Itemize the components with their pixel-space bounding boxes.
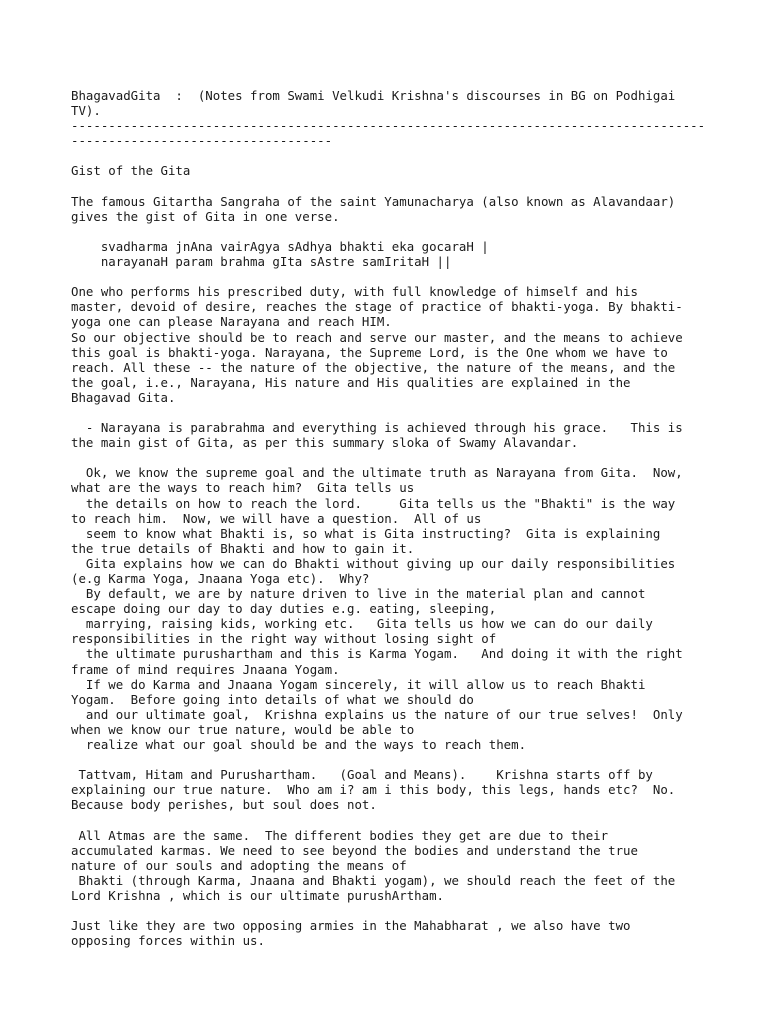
text-line: frame of mind requires Jnaana Yogam.	[71, 661, 340, 677]
text-line: the ultimate purushartham and this is Karma Yogam. And doing it with the right	[71, 646, 683, 662]
document-page	[71, 88, 706, 949]
text-line: Gist of the Gita	[71, 163, 191, 179]
text-line	[71, 405, 701, 420]
text-line: Because body perishes, but soul does not.	[71, 797, 377, 813]
text-line: By default, we are by nature driven to live in the material plan and cannot	[71, 586, 646, 602]
text-line	[71, 148, 701, 163]
text-line: - Narayana is parabrahma and everything is achieved through his grace. This is	[71, 420, 683, 436]
text-line: what are the ways to reach him? Gita tells us	[71, 480, 415, 496]
text-line: the main gist of Gita, as per this summary sloka of Swamy Alavandar.	[71, 435, 579, 451]
text-line: opposing forces within us.	[71, 933, 265, 949]
text-line: Tattvam, Hitam and Purushartham. (Goal and Means). Krishna starts off by	[71, 767, 653, 783]
text-line: Lord Krishna , which is our ultimate purushArtham.	[71, 887, 444, 903]
text-line: Ok, we know the supreme goal and the ultimate truth as Narayana from Gita. Now,	[71, 465, 683, 481]
text-line: this goal is bhakti-yoga. Narayana, the Supreme Lord, is the One whom we have to	[71, 344, 668, 360]
text-line: The famous Gitartha Sangraha of the saint Yamunacharya (also known as Alavandaar)	[71, 193, 676, 209]
text-line: Bhagavad Gita.	[71, 389, 176, 405]
text-line: Yogam. Before going into details of what we should do	[71, 691, 474, 707]
text-line: and our ultimate goal, Krishna explains us the nature of our true selves! Only	[71, 706, 683, 722]
text-line: yoga one can please Narayana and reach HIM.	[71, 314, 392, 330]
text-line: the true details of Bhakti and how to gain it.	[71, 540, 415, 556]
text-line	[71, 903, 701, 918]
text-line: All Atmas are the same. The different bodies they get are due to their	[71, 827, 609, 843]
text-line: nature of our souls and adopting the means of	[71, 857, 407, 873]
text-line	[71, 752, 701, 767]
text-line: master, devoid of desire, reaches the stage of practice of bhakti-yoga. By bhakti-	[71, 299, 683, 315]
text-line: Just like they are two opposing armies in the Mahabharat , we also have two	[71, 918, 631, 934]
text-line: (e.g Karma Yoga, Jnaana Yoga etc). Why?	[71, 571, 370, 586]
text-line: One who performs his prescribed duty, with full knowledge of himself and his	[71, 284, 638, 300]
text-line: marrying, raising kids, working etc. Gita tells us how we can do our daily	[71, 616, 653, 632]
text-line: gives the gist of Gita in one verse.	[71, 208, 340, 224]
text-line: accumulated karmas. We need to see beyond the bodies and understand the true	[71, 842, 638, 858]
text-line: Bhakti (through Karma, Jnaana and Bhakti yogam), we should reach the feet of the	[71, 872, 676, 888]
text-line: explaining our true nature. Who am i? am i this body, this legs, hands etc? No.	[71, 782, 676, 798]
text-line	[71, 269, 701, 284]
text-line: narayanaH param brahma gIta sAstre samIritaH ||	[71, 254, 452, 270]
text-line: -------------------------------------------------------------------------------------	[71, 118, 706, 134]
text-line	[71, 179, 701, 194]
text-line: Gita explains how we can do Bhakti without giving up our daily responsibilities	[71, 555, 676, 571]
text-line: to reach him. Now, we will have a question. All of us	[71, 510, 482, 526]
text-line	[71, 224, 701, 239]
text-line: responsibilities in the right way without losing sight of	[71, 631, 497, 647]
text-line: escape doing our day to day duties e.g. eating, sleeping,	[71, 601, 497, 617]
text-line: If we do Karma and Jnaana Yogam sincerely, it will allow us to reach Bhakti	[71, 676, 646, 692]
text-line: svadharma jnAna vairAgya sAdhya bhakti eka gocaraH |	[71, 238, 489, 254]
text-line: the details on how to reach the lord. Gita tells us the "Bhakti" is the way	[71, 495, 676, 511]
text-line: reach. All these -- the nature of the objective, the nature of the means, and the	[71, 359, 676, 375]
text-line: when we know our true nature, would be able to	[71, 721, 415, 737]
text-line: realize what our goal should be and the ways to reach them.	[71, 737, 527, 753]
text-line: BhagavadGita : (Notes from Swami Velkudi Krishna's discourses in BG on Podhigai	[71, 88, 676, 103]
text-line	[71, 450, 701, 465]
text-line: seem to know what Bhakti is, so what is Gita instructing? Gita is explaining	[71, 525, 661, 541]
text-line	[71, 813, 701, 828]
text-line: -----------------------------------	[71, 133, 333, 149]
text-line: TV).	[71, 103, 101, 119]
text-line: the goal, i.e., Narayana, His nature and His qualities are explained in the	[71, 374, 631, 390]
text-line: So our objective should be to reach and serve our master, and the means to achieve	[71, 329, 683, 345]
